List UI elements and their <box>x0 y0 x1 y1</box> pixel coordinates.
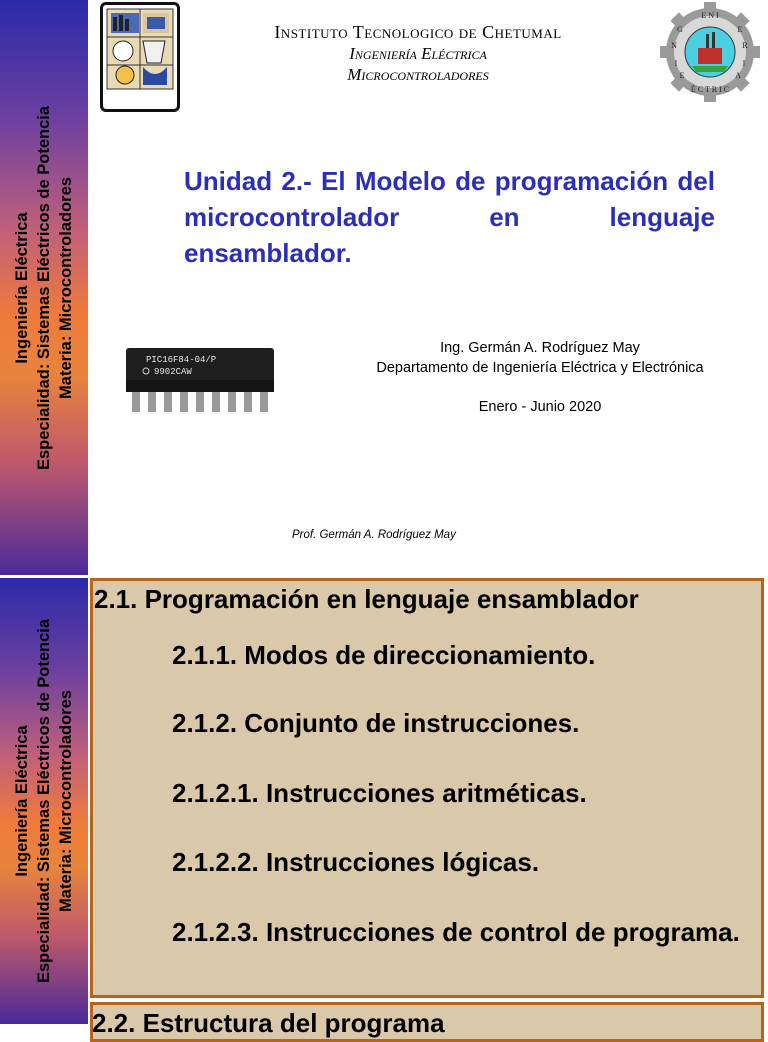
sidebar-line-program: Ingeniería Eléctrica <box>13 725 31 877</box>
sidebar-line-subject: Materia: Microcontroladores <box>57 176 75 399</box>
sidebar-line-program: Ingeniería Eléctrica <box>13 211 31 364</box>
contents-slide <box>88 578 768 1038</box>
svg-text:E N I: E N I <box>701 11 719 20</box>
svg-text:I: I <box>742 59 746 68</box>
svg-text:A: A <box>735 71 741 80</box>
author-block <box>338 338 742 378</box>
svg-text:R: R <box>742 41 748 50</box>
svg-text:I: I <box>674 59 678 68</box>
svg-text:N: N <box>671 41 677 50</box>
list-item: 2.1.1. Modos de direccionamiento. <box>172 640 596 670</box>
slide-title: Unidad 2.- El Modelo de programación del microcontrolador en lenguaje ensamblador. <box>184 166 715 268</box>
chip-part-number: PIC16F84-04/P <box>146 355 217 365</box>
engineering-gear-logo <box>658 2 762 102</box>
course-date: Enero - Junio 2020 <box>478 399 602 415</box>
svg-text:E: E <box>737 25 743 34</box>
list-item: 2.1.2.2. Instrucciones lógicas. <box>172 847 540 877</box>
svg-text:E: E <box>679 71 685 80</box>
svg-text:G: G <box>677 25 683 34</box>
author-name: Ing. Germán A. Rodríguez May <box>440 340 640 356</box>
author-department: Departamento de Ingeniería Eléctrica y Electrónica <box>376 360 704 376</box>
slide2-sidebar <box>0 578 88 1024</box>
slide-footer: Prof. Germán A. Rodríguez May <box>292 529 456 541</box>
list-item: 2.1.2.3. Instrucciones de control de programa. <box>172 917 740 947</box>
chip-lot-code: 9902CAW <box>154 367 192 377</box>
sidebar-line-specialty: Especialidad: Sistemas Eléctricos de Potencia <box>35 618 53 984</box>
sidebar-line-specialty: Especialidad: Sistemas Eléctricos de Potencia <box>35 105 53 470</box>
title-slide <box>88 0 768 576</box>
course-name: Microcontroladores <box>347 65 489 84</box>
slide1-sidebar <box>0 0 88 575</box>
sidebar-text <box>11 105 77 469</box>
sidebar-text <box>11 619 77 983</box>
section-heading: 2.1. Programación en lenguaje ensamblador <box>94 584 639 614</box>
department-name: Ingeniería Eléctrica <box>349 44 487 63</box>
institute-name: Instituto Tecnologico de Chetumal <box>274 22 562 42</box>
svg-text:É C T R I C: É C T R I C <box>690 85 730 94</box>
pic-chip-image <box>124 344 284 423</box>
next-section-heading: 2.2. Estructura del programa <box>92 1008 445 1038</box>
institute-header <box>168 22 668 85</box>
sidebar-line-subject: Materia: Microcontroladores <box>57 690 75 912</box>
list-item: 2.1.2.1. Instrucciones aritméticas. <box>172 778 587 808</box>
list-item: 2.1.2. Conjunto de instrucciones. <box>172 708 580 738</box>
